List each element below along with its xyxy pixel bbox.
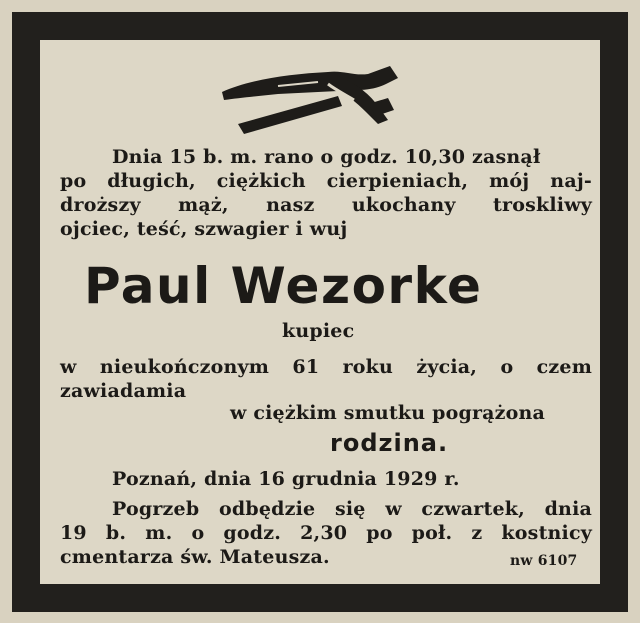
intro-line-3: droższy mąż, nasz ukochany troskliwy (60, 194, 592, 216)
funeral-line-1: Pogrzeb odbędzie się w czwartek, dnia (112, 498, 592, 520)
notify-word: zawiadamia (60, 380, 187, 402)
funeral-line-2: 19 b. m. o godz. 2,30 po poł. z kostnicy (60, 522, 592, 544)
family-signature: rodzina. (330, 429, 449, 457)
grief-line: w ciężkim smutku pogrążona (230, 402, 546, 424)
intro-line-1: Dnia 15 b. m. rano o godz. 10,30 zasnął (112, 146, 541, 168)
obituary-content (40, 40, 600, 584)
funeral-line-3: cmentarza św. Mateusza. (60, 546, 330, 568)
place-date: Poznań, dnia 16 grudnia 1929 r. (112, 468, 460, 490)
occupation: kupiec (282, 320, 355, 342)
intro-line-2: po długich, ciężkich cierpieniach, mój naj- (60, 170, 592, 192)
intro-line-4: ojciec, teść, szwagier i wuj (60, 218, 348, 240)
age-line: w nieukończonym 61 roku życia, o czem (60, 356, 592, 378)
deceased-name: Paul Wezorke (84, 257, 483, 315)
crossed-branches-icon (218, 54, 408, 134)
obituary-frame (12, 12, 628, 612)
reference-code: nw 6107 (510, 553, 578, 569)
